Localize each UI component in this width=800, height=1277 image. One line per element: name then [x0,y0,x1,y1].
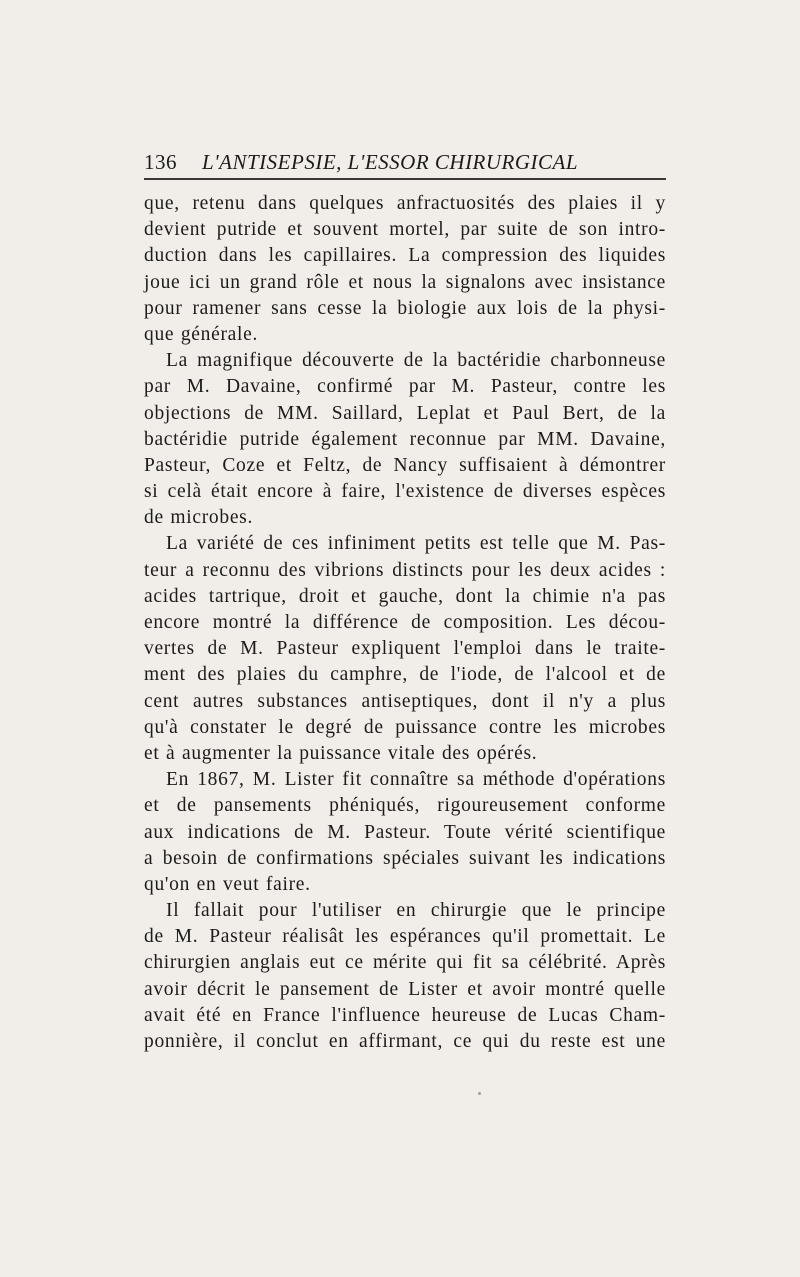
text-line: objections de MM. Saillard, Leplat et Paul Bert, de la [144,402,666,424]
text-line: pour ramener sans cesse la biologie aux lois de la physi- [144,297,666,319]
text-line: Pasteur, Coze et Feltz, de Nancy suffisaient à démontrer [144,454,666,476]
text-line: avait été en France l'influence heureuse de Lucas Cham- [144,1004,666,1026]
text-line: devient putride et souvent mortel, par suite de son intro- [144,219,666,241]
text-line: par M. Davaine, confirmé par M. Pasteur, contre les [144,376,666,398]
text-line: ponnière, il conclut en affirmant, ce qui du reste est une [144,1031,666,1052]
text-line: bactéridie putride également reconnue par MM. Davaine, [144,428,666,450]
text-line: avoir décrit le pansement de Lister et avoir montré quelle [144,978,666,1000]
text-line: qu'on en veut faire. [144,873,311,895]
text-line: joue ici un grand rôle et nous la signalons avec insistance [144,271,666,293]
text-line: de M. Pasteur réalisât les espérances qu'il promettait. Le [144,926,666,948]
text-line: encore montré la différence de composition. Les décou- [144,612,666,633]
text-line: La magnifique découverte de la bactéridie charbonneuse [166,350,666,372]
text-line: de microbes. [144,507,254,529]
text-line: vertes de M. Pasteur expliquent l'emploi dans le traite- [144,638,666,660]
text-line: ment des plaies du camphre, de l'iode, de l'alcool et de [144,664,666,686]
running-header [144,150,666,174]
text-line: cent autres substances antiseptiques, dont il n'y a plus [144,690,666,712]
text-line: En 1867, M. Lister fit connaître sa méthode d'opérations [166,769,666,791]
paper-speck [478,1092,481,1095]
text-line: Il fallait pour l'utiliser en chirurgie que le principe [166,900,666,922]
body-text [144,191,666,1055]
text-line: si celà était encore à faire, l'existence de diverses espèces [144,481,666,503]
text-line: a besoin de confirmations spéciales suivant les indications [144,847,666,869]
text-line: et de pansements phéniqués, rigoureusement conforme [144,795,666,817]
text-line: duction dans les capillaires. La compression des liquides [144,245,666,267]
text-line: chirurgien anglais eut ce mérite qui fit sa célébrité. Après [144,952,666,974]
text-line: aux indications de M. Pasteur. Toute vérité scientifique [144,821,666,843]
page-number: 136 [144,150,177,174]
text-line: La variété de ces infiniment petits est telle que M. Pas- [166,533,666,555]
text-line: teur a reconnu des vibrions distincts pour les deux acides : [144,559,666,581]
running-title: L'ANTISEPSIE, L'ESSOR CHIRURGICAL [202,150,579,174]
text-line: que générale. [144,323,259,345]
text-line: acides tartrique, droit et gauche, dont la chimie n'a pas [144,585,666,607]
text-line: qu'à constater le degré de puissance contre les microbes [144,716,666,738]
text-line: et à augmenter la puissance vitale des opérés. [144,742,538,764]
header-rule [144,178,666,180]
text-line: que, retenu dans quelques anfractuosités des plaies il y [144,193,666,214]
